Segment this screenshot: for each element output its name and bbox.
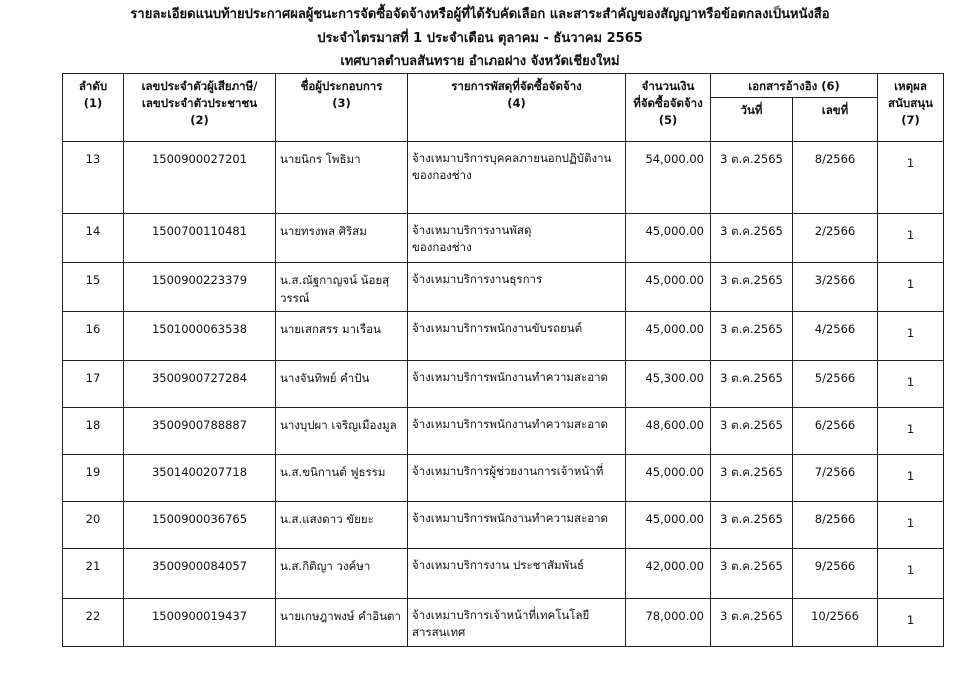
cell-amount: 42,000.00 [626,549,711,599]
cell-item [408,142,626,214]
table-row [63,549,944,599]
cell-amount: 45,000.00 [626,312,711,361]
cell-name: นายทรงพล ศิริสม [276,214,408,263]
table-row [63,502,944,549]
col-header-taxid: เลขประจำตัวผู้เสียภาษี/ เลขประจำตัวประชาชน (2) [124,74,276,142]
procurement-table [62,73,944,647]
cell-ref-no: 9/2566 [793,549,878,599]
cell-ref-date: 3 ต.ค.2565 [711,599,793,647]
table-row [63,408,944,455]
cell-ref-date: 3 ต.ค.2565 [711,408,793,455]
cell-reason: 1 [878,549,944,599]
table-row [63,599,944,647]
table-row [63,214,944,263]
cell-item [408,455,626,502]
item-line-1: จ้างเหมาบริการบุคคลภายนอกปฏิบัติงาน [412,151,612,165]
cell-seq: 17 [63,361,124,408]
cell-reason: 1 [878,408,944,455]
item-line-1: จ้างเหมาบริการพนักงานทำความสะอาด [412,511,609,525]
cell-ref-date: 3 ต.ค.2565 [711,549,793,599]
cell-ref-no: 2/2566 [793,214,878,263]
cell-amount: 78,000.00 [626,599,711,647]
cell-reason: 1 [878,312,944,361]
col-header-amount: จำนวนเงิน ที่จัดซื้อจัดจ้าง (5) [626,74,711,142]
cell-ref-no: 5/2566 [793,361,878,408]
cell-ref-date: 3 ต.ค.2565 [711,502,793,549]
col-header-name: ชื่อผู้ประกอบการ (3) [276,74,408,142]
cell-ref-date: 3 ต.ค.2565 [711,361,793,408]
col-header-reason: เหตุผลสนับสนุน (7) [878,74,944,142]
cell-amount: 45,000.00 [626,455,711,502]
cell-ref-no: 6/2566 [793,408,878,455]
cell-ref-date: 3 ต.ค.2565 [711,214,793,263]
item-line-2: สารสนเทศ [412,625,466,639]
cell-seq: 14 [63,214,124,263]
cell-ref-date: 3 ต.ค.2565 [711,142,793,214]
cell-reason: 1 [878,361,944,408]
cell-item [408,408,626,455]
cell-ref-date: 3 ต.ค.2565 [711,263,793,312]
cell-ref-no: 8/2566 [793,142,878,214]
cell-amount: 45,300.00 [626,361,711,408]
doc-title-line1: รายละเอียดแนบท้ายประกาศผลผู้ชนะการจัดซื้อจัดจ้างหรือผู้ที่ได้รับคัดเลือก และสาระสำคัญของสัญญาหรือข้อตกลงเป็นหนังสือ [130,7,830,22]
cell-name: นายเสกสรร มาเรือน [276,312,408,361]
item-line-1: จ้างเหมาบริการพนักงานทำความสะอาด [412,417,609,431]
cell-ref-no: 4/2566 [793,312,878,361]
table-row [63,312,944,361]
table-row [63,142,944,214]
cell-item [408,502,626,549]
doc-title-line2: ประจำไตรมาสที่ 1 ประจำเดือน ตุลาคม - ธันวาคม 2565 [317,31,643,46]
cell-reason: 1 [878,502,944,549]
cell-seq: 21 [63,549,124,599]
cell-reason: 1 [878,599,944,647]
cell-taxid: 3500900727284 [124,361,276,408]
cell-amount: 45,000.00 [626,214,711,263]
cell-seq: 13 [63,142,124,214]
cell-item [408,214,626,263]
cell-ref-no: 8/2566 [793,502,878,549]
cell-amount: 48,600.00 [626,408,711,455]
cell-taxid: 1500900019437 [124,599,276,647]
cell-seq: 20 [63,502,124,549]
item-line-1: จ้างเหมาบริการพนักงานขับรถยนต์ [412,321,583,335]
cell-taxid: 1500700110481 [124,214,276,263]
item-line-1: จ้างเหมาบริการงานธุรการ [412,272,543,286]
cell-reason: 1 [878,214,944,263]
cell-taxid: 1500900036765 [124,502,276,549]
cell-reason: 1 [878,263,944,312]
cell-item [408,263,626,312]
cell-name: น.ส.ขนิกานต์ ฟูธรรม [276,455,408,502]
cell-name: นางจันทิพย์ คำปัน [276,361,408,408]
table-row [63,455,944,502]
cell-taxid: 1500900027201 [124,142,276,214]
col-header-item: รายการพัสดุที่จัดซื้อจัดจ้าง (4) [408,74,626,142]
doc-title-line3: เทศบาลตำบลสันทราย อำเภอฝาง จังหวัดเชียงใหม่ [340,54,620,69]
table-row [63,263,944,312]
cell-taxid: 3500900084057 [124,549,276,599]
col-header-seq: ลำดับ (1) [63,74,124,142]
cell-taxid: 1500900223379 [124,263,276,312]
cell-taxid: 3501400207718 [124,455,276,502]
cell-name: น.ส.ณัฐกาญจน์ น้อยสุวรรณ์ [276,263,408,312]
item-line-2: ของกองช่าง [412,240,472,254]
cell-ref-date: 3 ต.ค.2565 [711,455,793,502]
cell-ref-date: 3 ต.ค.2565 [711,312,793,361]
table-row [63,361,944,408]
cell-name: น.ส.กิติญา วงค์ษา [276,549,408,599]
item-line-1: จ้างเหมาบริการพนักงานทำความสะอาด [412,370,609,384]
cell-name: นายนิกร โพธิมา [276,142,408,214]
cell-reason: 1 [878,455,944,502]
item-line-1: จ้างเหมาบริการผู้ช่วยงานการเจ้าหน้าที่ [412,464,604,478]
cell-name: นางบุปผา เจริญเมืองมูล [276,408,408,455]
cell-name: นายเกษฎาพงษ์ คำอินตา [276,599,408,647]
cell-seq: 15 [63,263,124,312]
cell-seq: 18 [63,408,124,455]
col-header-ref-date: วันที่ [711,98,793,142]
cell-reason: 1 [878,142,944,214]
cell-seq: 19 [63,455,124,502]
cell-ref-no: 7/2566 [793,455,878,502]
cell-name: น.ส.แสงดาว ขัยยะ [276,502,408,549]
cell-amount: 45,000.00 [626,263,711,312]
col-header-ref-no: เลขที่ [793,98,878,142]
cell-ref-no: 3/2566 [793,263,878,312]
cell-taxid: 3500900788887 [124,408,276,455]
cell-item [408,599,626,647]
cell-item [408,549,626,599]
cell-item [408,312,626,361]
item-line-2: ของกองช่าง [412,168,472,182]
cell-seq: 22 [63,599,124,647]
cell-seq: 16 [63,312,124,361]
cell-taxid: 1501000063538 [124,312,276,361]
item-line-1: จ้างเหมาบริการเจ้าหน้าที่เทคโนโลยี [412,608,590,622]
cell-item [408,361,626,408]
cell-ref-no: 10/2566 [793,599,878,647]
col-header-ref: เอกสารอ้างอิง (6) [711,74,878,98]
cell-amount: 54,000.00 [626,142,711,214]
item-line-1: จ้างเหมาบริการงานพัสดุ [412,223,532,237]
item-line-1: จ้างเหมาบริการงาน ประชาสัมพันธ์ [412,558,585,572]
cell-amount: 45,000.00 [626,502,711,549]
